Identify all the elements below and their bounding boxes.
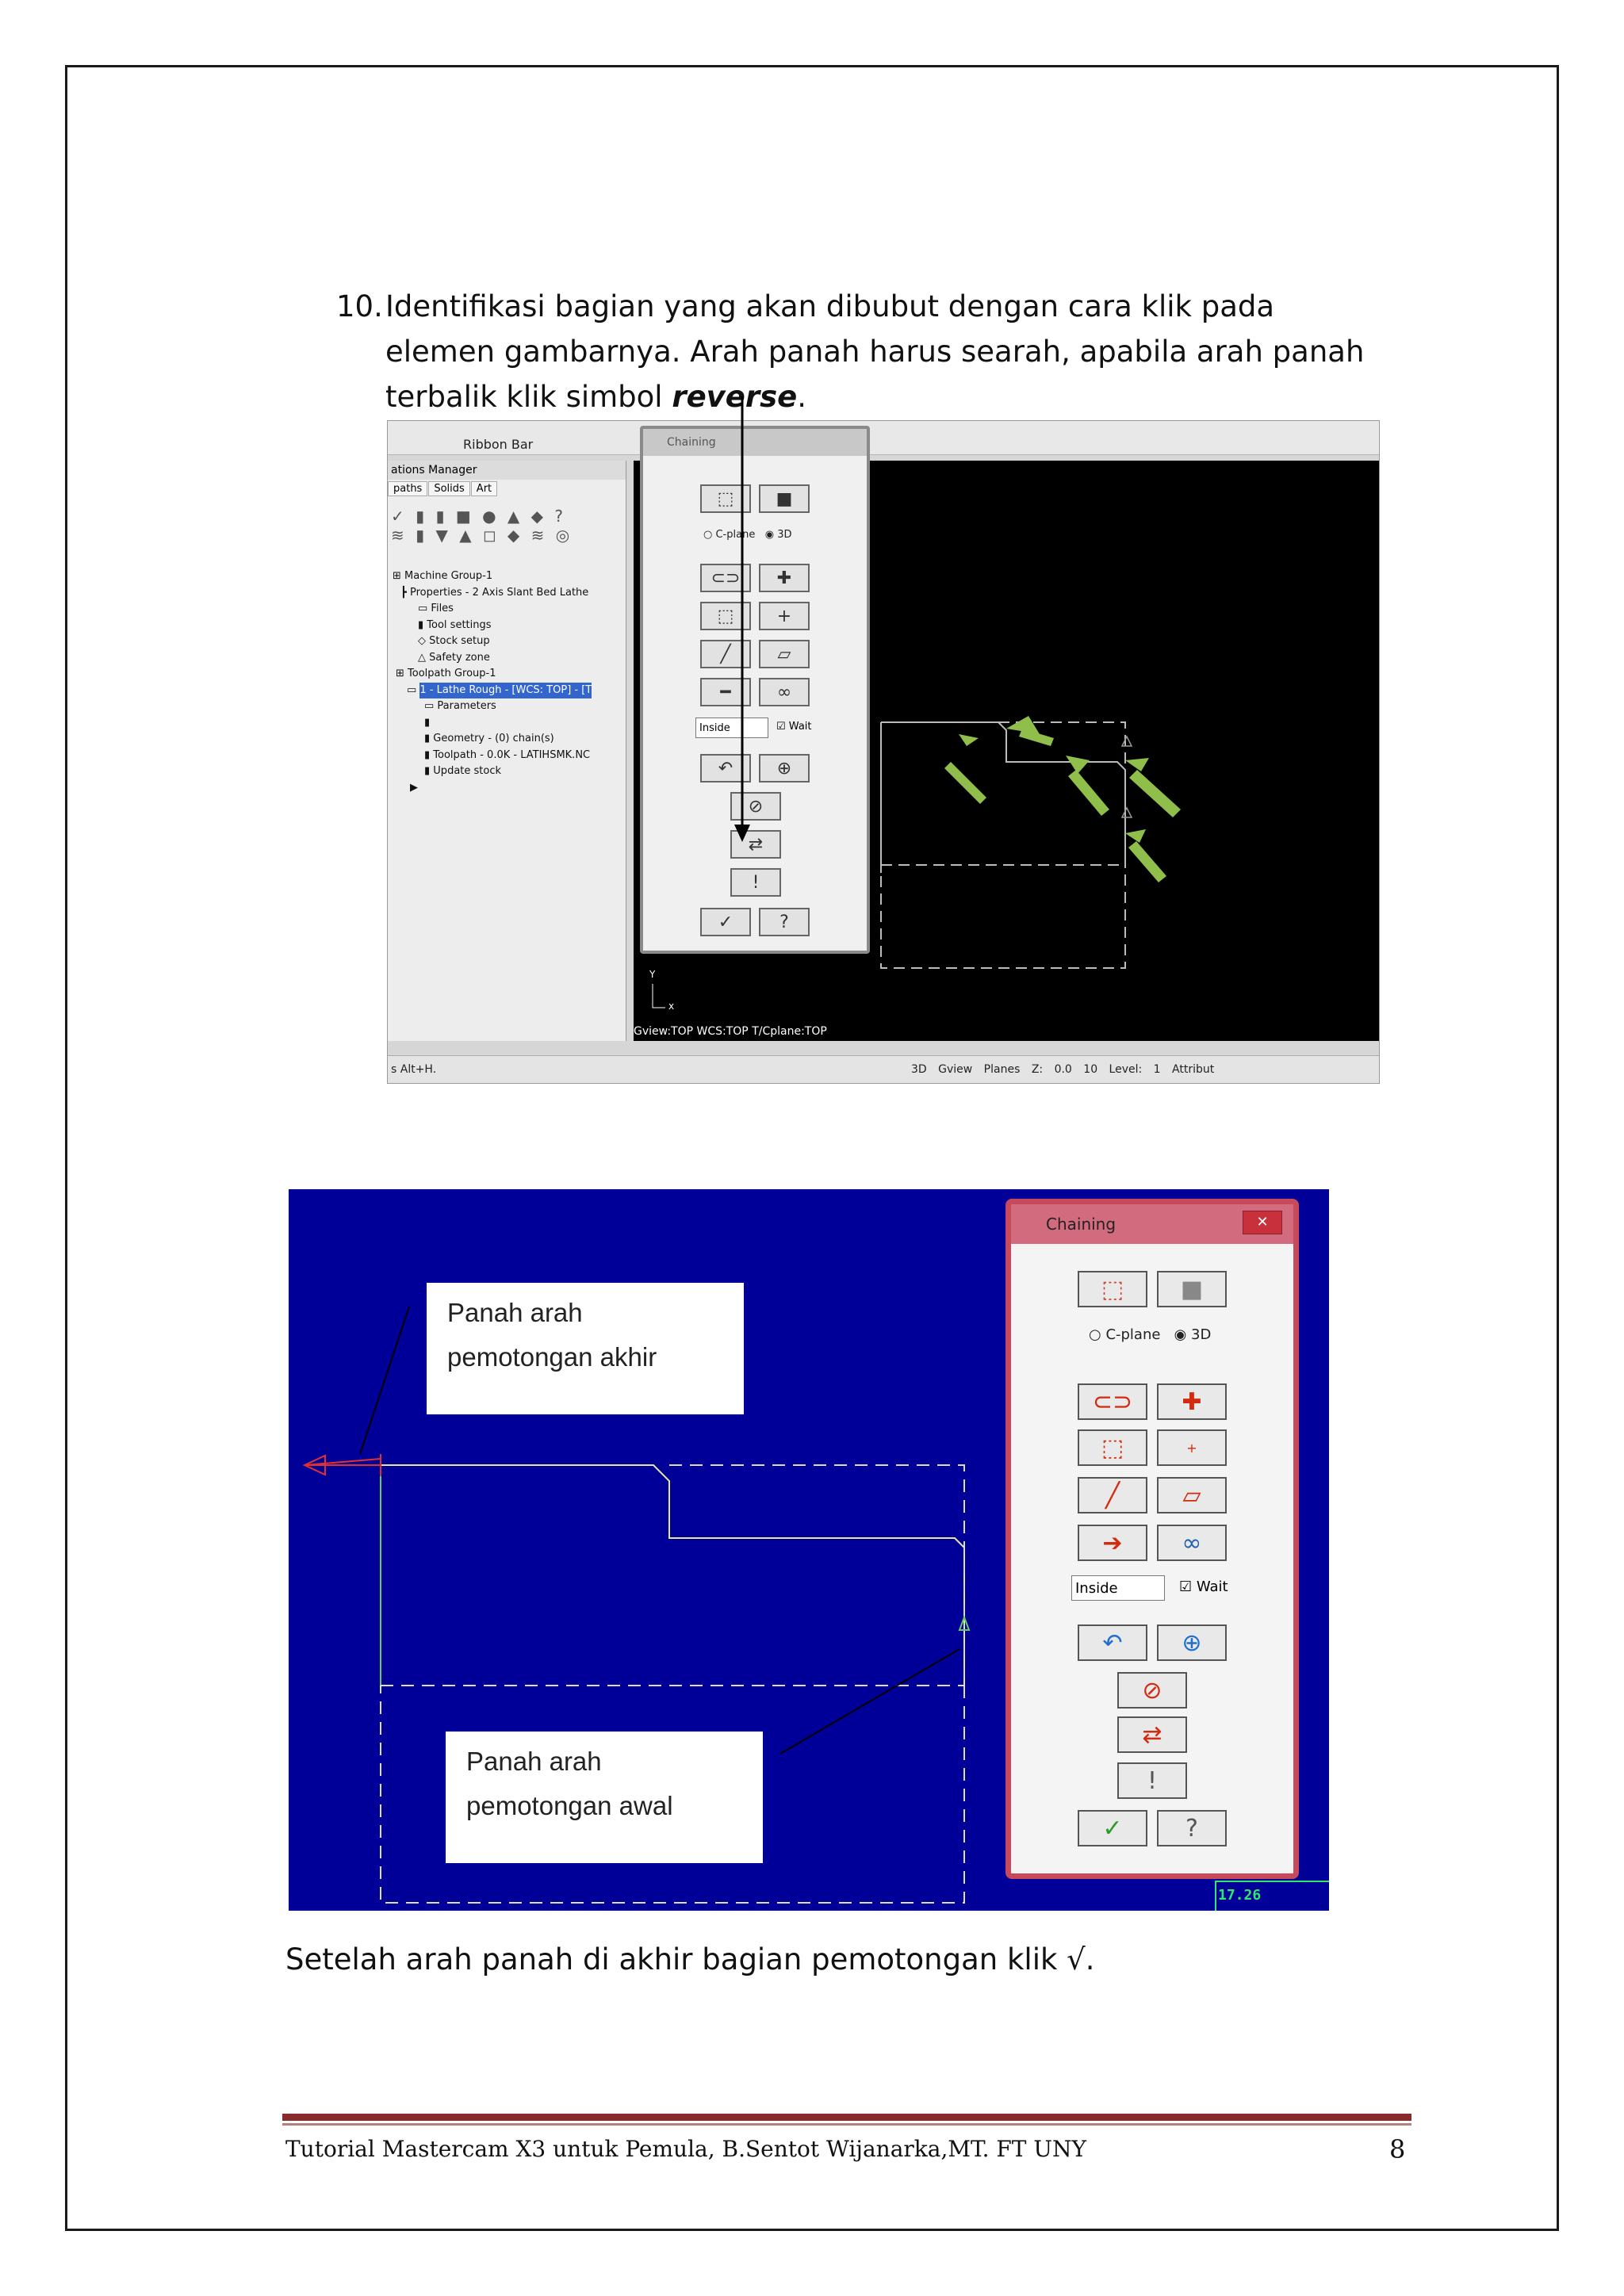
- options-button[interactable]: !: [730, 868, 781, 897]
- partial-button[interactable]: ∞: [759, 678, 810, 706]
- after-instruction: Setelah arah panah di akhir bagian pemotongan klik √.: [285, 1942, 1095, 1976]
- window-button-2[interactable]: ⬚: [1078, 1429, 1147, 1466]
- chain-button[interactable]: ⊂⊃: [700, 564, 751, 592]
- callout-end-line-1: Panah arah: [447, 1298, 583, 1327]
- status-left: s Alt+H.: [391, 1063, 437, 1076]
- callout-start-line-1: Panah arah: [466, 1747, 602, 1776]
- help-button[interactable]: ?: [759, 908, 810, 936]
- chaining-dialog-2: [1005, 1199, 1299, 1879]
- tree-item[interactable]: ⊞ Machine Group-1: [393, 570, 493, 582]
- polygon-button-2[interactable]: ▱: [1157, 1477, 1227, 1513]
- unselect-button[interactable]: ↶: [700, 754, 751, 783]
- vector-button[interactable]: ━: [700, 678, 751, 706]
- callout-end-line-2: pemotongan akhir: [447, 1342, 657, 1372]
- tree-item[interactable]: ▮ Update stock: [424, 765, 502, 777]
- step-line-1: Identifikasi bagian yang akan dibubut dengan cara klik pada: [385, 289, 1275, 323]
- tree-item[interactable]: ▮ Geometry - (0) chain(s): [424, 733, 554, 744]
- polygon-button[interactable]: ▱: [759, 640, 810, 668]
- ok-button[interactable]: ✓: [700, 908, 751, 936]
- solids-button-2[interactable]: ■: [1157, 1271, 1227, 1307]
- tree-item[interactable]: ▮ Toolpath - 0.0K - LATIHSMK.NC: [424, 748, 591, 761]
- page-number: 8: [1389, 2134, 1406, 2164]
- operations-manager-title: ations Manager: [388, 461, 626, 480]
- plane-radio-group-2[interactable]: ○ C-plane ◉ 3D: [1089, 1326, 1212, 1343]
- step-line-3-text: terbalik klik simbol: [385, 380, 672, 414]
- svg-text:x: x: [668, 1001, 675, 1012]
- close-icon[interactable]: ✕: [1243, 1211, 1282, 1234]
- tree-item[interactable]: ▭ Parameters: [424, 700, 496, 712]
- point-button[interactable]: ✚: [759, 564, 810, 592]
- window-mode-select[interactable]: Inside: [695, 718, 768, 738]
- footer-rule: [282, 2114, 1411, 2121]
- radio-3d-label-2: 3D: [1191, 1326, 1212, 1343]
- step-line-3-end: .: [797, 380, 807, 414]
- radio-cplane-label-2: C-plane: [1105, 1326, 1161, 1343]
- tree-item[interactable]: ▭ Files: [418, 603, 454, 614]
- viewport-status: Gview:TOP WCS:TOP T/Cplane:TOP: [634, 1025, 827, 1038]
- reverse-button-2[interactable]: ⇄: [1117, 1716, 1187, 1753]
- solids-button[interactable]: ■: [759, 484, 810, 513]
- plane-radio-group[interactable]: ○ C-plane ◉ 3D: [703, 529, 792, 541]
- coordinate-readout: 17.26: [1218, 1887, 1262, 1904]
- tree-item[interactable]: ▮: [424, 716, 431, 729]
- chaining-dialog-2-title: Chaining: [1011, 1204, 1293, 1244]
- coord-underline: [1215, 1881, 1329, 1882]
- area-button-2[interactable]: +: [1157, 1429, 1227, 1466]
- window-mode-select-2[interactable]: Inside: [1071, 1575, 1165, 1601]
- window-button[interactable]: ⬚: [700, 602, 751, 630]
- wait-checkbox-2[interactable]: ☑ Wait: [1179, 1578, 1228, 1595]
- callout-start-direction: [446, 1732, 763, 1863]
- tree-item[interactable]: ▶: [410, 781, 418, 794]
- ribbon-bar-label: Ribbon Bar: [463, 437, 534, 452]
- tab-toolpaths[interactable]: paths: [388, 481, 427, 496]
- tree-item[interactable]: ◇ Stock setup: [418, 635, 490, 647]
- point-button-2[interactable]: ✚: [1157, 1383, 1227, 1420]
- single-button[interactable]: ╱: [700, 640, 751, 668]
- tab-art[interactable]: Art: [471, 481, 497, 496]
- mastercam-screenshot-2: [289, 1189, 1329, 1911]
- vector-button-2[interactable]: ➔: [1078, 1525, 1147, 1561]
- partial-button-2[interactable]: ∞: [1157, 1525, 1227, 1561]
- step-number: 10.: [336, 289, 383, 323]
- footer-rule-thin: [282, 2123, 1411, 2126]
- footer-text: Tutorial Mastercam X3 untuk Pemula, B.Sentot Wijanarka,MT. FT UNY: [285, 2136, 1086, 2162]
- end-chain-button-2[interactable]: ⊕: [1157, 1624, 1227, 1661]
- step-line-2: elemen gambarnya. Arah panah harus searah, apabila arah panah: [385, 335, 1365, 369]
- status-right: 3D Gview Planes Z: 0.0 10 Level: 1 Attribut: [911, 1063, 1215, 1076]
- coord-separator: [1215, 1881, 1216, 1911]
- tree-item[interactable]: ⊞ Toolpath Group-1: [396, 668, 496, 679]
- tree-item[interactable]: ┣ Properties - 2 Axis Slant Bed Lathe: [400, 586, 589, 599]
- ok-button-2[interactable]: ✓: [1078, 1810, 1147, 1846]
- tree-item[interactable]: ▮ Tool settings: [418, 618, 492, 631]
- area-button[interactable]: +: [759, 602, 810, 630]
- end-chain-button[interactable]: ⊕: [759, 754, 810, 783]
- tree-item[interactable]: △ Safety zone: [418, 651, 490, 664]
- callout-end-direction: [427, 1283, 744, 1414]
- reverse-keyword: reverse: [672, 380, 798, 414]
- radio-3d-label: 3D: [777, 529, 792, 541]
- radio-cplane-label: C-plane: [715, 529, 756, 541]
- operations-toolbar[interactable]: ✓ ▮ ▮ ■ ● ▲ ◆ ? ≋ ▮ ▼ ▲ ◻ ◆ ≋ ◎: [391, 507, 573, 545]
- chain-button-2[interactable]: ⊂⊃: [1078, 1383, 1147, 1420]
- tree-item[interactable]: ▭ 1 - Lathe Rough - [WCS: TOP] - [T: [393, 683, 622, 699]
- unselect-button-2[interactable]: ↶: [1078, 1624, 1147, 1661]
- help-button-2[interactable]: ?: [1157, 1810, 1227, 1846]
- wait-checkbox[interactable]: ☑ Wait: [776, 721, 812, 733]
- callout-start-line-2: pemotongan awal: [466, 1791, 673, 1820]
- options-button-2[interactable]: !: [1117, 1762, 1187, 1799]
- unselect-all-button[interactable]: ⊘: [730, 792, 781, 821]
- wireframe-button[interactable]: ⬚: [700, 484, 751, 513]
- unselect-all-button-2[interactable]: ⊘: [1117, 1672, 1187, 1709]
- svg-text:Y: Y: [649, 969, 656, 980]
- single-button-2[interactable]: ╱: [1078, 1477, 1147, 1513]
- chaining-dialog-title: Chaining: [643, 429, 867, 456]
- tab-solids[interactable]: Solids: [428, 481, 469, 496]
- reverse-button[interactable]: ⇄: [730, 830, 781, 859]
- wireframe-button-2[interactable]: ⬚: [1078, 1271, 1147, 1307]
